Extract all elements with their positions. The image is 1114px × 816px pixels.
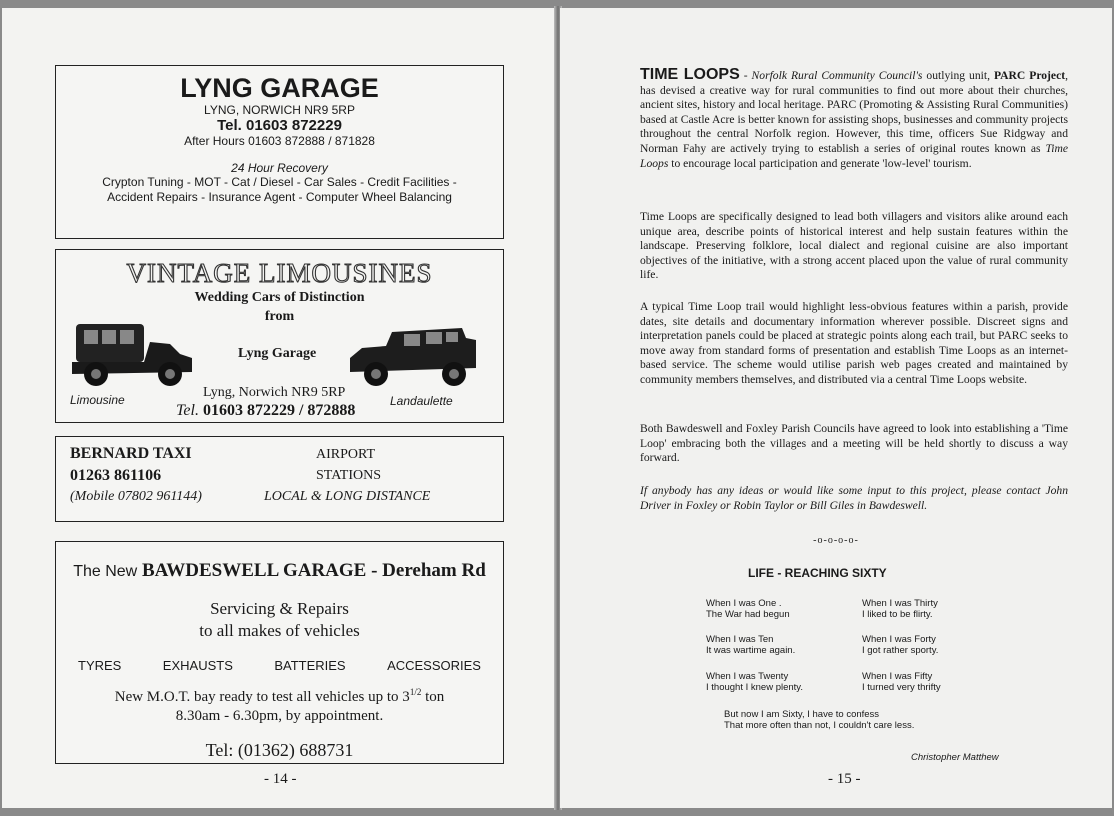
bawdeswell-title [56, 560, 503, 582]
poem-line: It was wartime again. [706, 645, 796, 656]
bawdeswell-telephone: Tel: (01362) 688731 [205, 740, 354, 760]
servicing-line: Servicing & Repairs [210, 599, 349, 618]
page-number-right: - 15 - [828, 771, 861, 787]
makes-line: to all makes of vehicles [199, 621, 360, 640]
lyng-garage-address: LYNG, NORWICH NR9 5RP [204, 103, 355, 117]
mot-text: New M.O.T. bay ready to test all vehicles up to 3 [114, 689, 410, 705]
intro-text-a: outlying unit, [922, 69, 994, 82]
mot-line [56, 683, 503, 707]
category-batteries: BATTERIES [274, 658, 346, 673]
vintage-tel-number: 01603 872229 / 872888 [202, 402, 356, 419]
poem-line: The War had begun [706, 609, 790, 620]
bawdeswell-garage-advert [55, 541, 504, 764]
vintage-limousines-advert [55, 249, 504, 423]
taxi-mobile: (Mobile 07802 961144) [70, 489, 202, 504]
from-label: from [264, 309, 295, 324]
lyng-garage-title: LYNG GARAGE [180, 73, 379, 103]
time-loops-intro-paragraph [640, 68, 1068, 171]
poem-line: But now I am Sixty, I have to confess [724, 709, 880, 720]
category-accessories: ACCESSORIES [387, 658, 481, 673]
mot-unit: ton [421, 689, 445, 705]
category-exhausts: EXHAUSTS [162, 658, 233, 673]
bawdeswell-prefix: The New [73, 563, 138, 580]
poem-stanza-thirty [862, 598, 938, 620]
poem-line: I thought I knew plenty. [706, 682, 803, 693]
intro-text-c: to encourage local participation and generate 'low-level' tourism. [668, 156, 972, 170]
poem-line: When I was One . [706, 598, 782, 609]
paragraph-4: Both Bawdeswell and Foxley Parish Councils have agreed to look into establishing a 'Time Loop' embracing both the villages and a meeting will be held shortly to discuss a way forward. [640, 422, 1068, 465]
vintage-telephone [176, 402, 355, 420]
poem-line: When I was Twenty [706, 671, 789, 682]
category-tyres: TYRES [78, 658, 122, 673]
limousine-label: Limousine [70, 393, 125, 407]
opening-hours: 8.30am - 6.30pm, by appointment. [175, 708, 384, 724]
vintage-tel-prefix: Tel. [176, 402, 199, 419]
poem-stanza-twenty [706, 671, 803, 693]
poem-line: That more often than not, I couldn't care less. [724, 720, 915, 731]
poem-stanza-fifty [862, 671, 941, 693]
paragraph-3: A typical Time Loop trail would highlight less-obvious features within a parish, provide dates, site details and documentary information wherever possible. Discreet signs and interpretation panels could be placed at strategic points along each trail, but PARC seeks to move away from standard forms of presentation and establish Time Loops as an internet-based service. The scheme would utilise parish web pages created and maintained by community members themselves, and distributed via a central Time Loops website. [640, 300, 1068, 386]
wedding-cars-heading: Wedding Cars of Distinction [194, 290, 365, 305]
paragraph-2: Time Loops are specifically designed to lead both villagers and visitors alike around each unique area, describe points of historical interest and help sustain features within the landscape. Preserving folklore, local dialect and regional cuisine are also important objectives of the initiative, with a strong accent placed upon the value of rural community life. [640, 210, 1068, 282]
taxi-service-stations: STATIONS [316, 468, 381, 483]
poem-line: When I was Forty [862, 634, 936, 645]
poem-stanza-forty [862, 634, 938, 656]
page-number-left: - 14 - [264, 771, 297, 787]
poem-line: When I was Ten [706, 634, 774, 645]
poem-line: I liked to be flirty. [862, 609, 933, 620]
poem-line: When I was Thirty [862, 598, 938, 609]
lyng-garage-recovery: 24 Hour Recovery [231, 161, 328, 175]
taxi-service-distance: LOCAL & LONG DISTANCE [264, 489, 431, 504]
time-loops-heading: TIME LOOPS [640, 66, 740, 83]
poem-line: I got rather sporty. [862, 645, 939, 656]
landaulette-label: Landaulette [390, 394, 453, 408]
poem-author: Christopher Matthew [911, 752, 999, 763]
lyng-garage-advert [55, 65, 504, 239]
dash: - [739, 69, 752, 82]
poem-stanza-ten [706, 634, 795, 656]
lyng-garage-telephone: Tel. 01603 872229 [217, 117, 342, 134]
landaulette-car-icon [342, 318, 480, 390]
norfolk-council-name: Norfolk Rural Community Council's [751, 69, 923, 82]
poem-line: When I was Fifty [862, 671, 933, 682]
vintage-limousines-title: VINTAGE LIMOUSINES [126, 258, 433, 288]
intro-text-b: , has devised a creative way for rural communities to find out more about their churches, ancient sites, history and local heritage. PARC (Promoting & Assisting Rural Communities) based at Castle Acre is better known for assisting shops, businesses and community projects throughout the central Norfolk region. However, this time, officers Sue Ridgway and Norman Fahy are actively trying to establish a series of original routes known as [640, 69, 1068, 155]
taxi-service-airport: AIRPORT [316, 447, 376, 462]
bernard-taxi-advert [55, 436, 504, 522]
poem-line: I turned very thrifty [862, 682, 941, 693]
poem-closing-stanza [724, 709, 914, 731]
right-page [560, 8, 1112, 808]
limousine-car-icon [70, 318, 195, 390]
poem-stanza-one [706, 598, 790, 620]
lyng-garage-after-hours: After Hours 01603 872888 / 871828 [184, 134, 375, 148]
section-separator: -o-o-o-o- [813, 535, 859, 546]
bawdeswell-name: BAWDESWELL GARAGE - Dereham Rd [141, 560, 486, 581]
taxi-name: BERNARD TAXI [70, 445, 192, 462]
category-list [56, 658, 503, 673]
mot-fraction: 1/2 [409, 687, 422, 697]
paragraph-5-contact: If anybody has any ideas or would like some input to this project, please contact John Driver in Foxley or Robin Taylor or Bill Giles in Bawdeswell. [640, 484, 1068, 512]
parc-project: PARC Project [993, 69, 1066, 82]
left-page [2, 8, 556, 808]
lyng-garage-services-line-1: Crypton Tuning - MOT - Cat / Diesel - Car Sales - Credit Facilities - [102, 175, 457, 189]
lyng-garage-services-line-2: Accident Repairs - Insurance Agent - Computer Wheel Balancing [107, 190, 452, 204]
time-loops-italic: Time Loops [640, 141, 1068, 170]
vintage-address: Lyng, Norwich NR9 5RP [203, 385, 346, 400]
lyng-garage-label: Lyng Garage [238, 346, 317, 361]
taxi-phone: 01263 861106 [70, 467, 162, 484]
poem-title: LIFE - REACHING SIXTY [748, 566, 887, 580]
